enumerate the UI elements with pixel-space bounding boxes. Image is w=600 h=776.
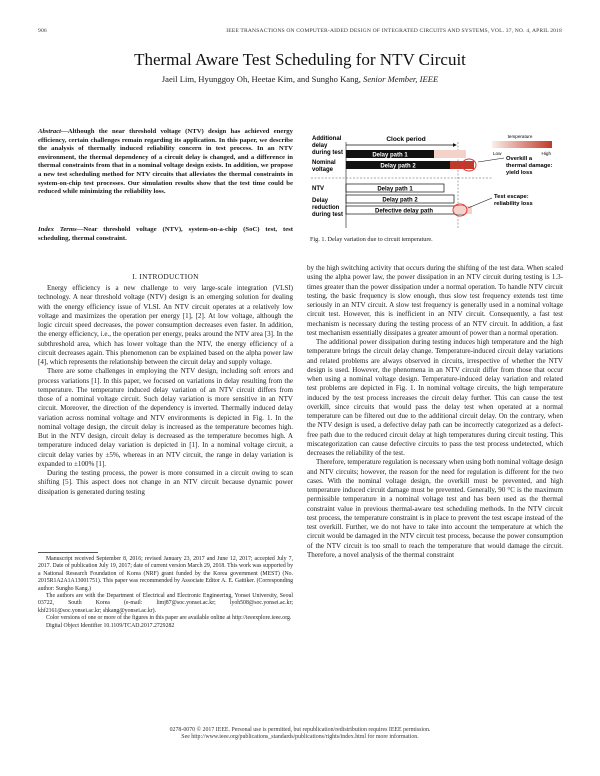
paragraph: During the testing process, the power is more consumed in a circuit owing to scan shifting [5]. This aspect does not change in an NTV circuit because dynamic power dissipation is generated during testing — [38, 469, 293, 496]
index-terms — [38, 226, 293, 243]
label-additional-delay-2: delay — [312, 143, 328, 149]
footnotes — [38, 552, 293, 630]
overkill-label-2: thermal damage: — [506, 163, 553, 169]
figure-caption: Fig. 1. Delay variation due to circuit temperature. — [310, 236, 433, 243]
bar-label: Defective delay path — [374, 208, 434, 215]
copyright-link-line: See http://www.ieee.org/publications_standards/publications/rights/index.html for more information. — [181, 734, 419, 741]
label-delay-reduction-3: during test — [312, 212, 343, 218]
figure-1 — [308, 128, 564, 232]
footnote: Manuscript received September 8, 2016; revised January 23, 2017 and June 12, 2017; accepted July 7, 2017. Date of publication July 19, 2017; date of current version March 29, 2018. This work was supported by a National Research Foundation of Korea (NRF) grant funded by the Korea government (MEST) (No. 2015R1A2A1A13001751). This paper was recommended by Associate Editor A. E. Gattiker. (Corresponding author: Sungho Kang.) — [38, 556, 293, 592]
index-terms-text: —Near threshold voltage (NTV), system-on-a-chip (SoC) test, test scheduling, thermal constraint. — [38, 226, 294, 242]
page-number: 906 — [38, 28, 47, 34]
overkill-pointer — [478, 158, 504, 162]
index-terms-label: Index Terms — [38, 226, 77, 233]
label-delay-reduction-1: Delay — [312, 198, 329, 204]
footnote-rule — [38, 552, 98, 553]
label-additional-delay-1: Additional — [312, 136, 342, 142]
clock-period-label: Clock period — [386, 136, 426, 143]
footnote: Color versions of one or more of the figures in this paper are available online at http://ieeexplore.ieee.org. — [46, 615, 292, 622]
copyright-notice — [0, 727, 600, 742]
label-ntv: NTV — [312, 186, 324, 192]
abstract — [38, 128, 293, 197]
paragraph: Energy efficiency is a new challenge to very large-scale integration (VLSI) technology. A near threshold voltage (NTV) design is an emerging solution for dealing with the energy efficiency issue of VLSI. An NTV circuit operates at a relatively low voltage and maximizes the operation per energy [1], [2]. At low voltage, although the logic circuit speed decreases, the power consumption decreases even faster. In addition, the energy efficiency, i.e., the operation per energy, peaks around the NTV area [3]. In the subthreshold area, which has lower voltage than the NTV, the energy efficiency of a circuit decreases again. This phenomenon can be explained based on the alpha power law [4], which represents the relationship between the circuit delay and supply voltage. — [38, 284, 293, 366]
running-header: IEEE TRANSACTIONS ON COMPUTER-AIDED DESIGN OF INTEGRATED CIRCUITS AND SYSTEMS, VOL. 37, NO. 4, APRIL 2018 — [226, 28, 562, 34]
temperature-label: temperature — [507, 134, 533, 139]
paragraph: Therefore, temperature regulation is necessary when using both nominal voltage design and NTV circuits; however, the reason for the need for regulation is different for the two cases. With the nominal voltage design, the overkill must be prevented, and high temperature induced circuit damage must be prevented. Generally, 90 °C is the maximum permissible temperature in a nominal voltage test and has been used as the thermal constraint value in previous thermal-aware test scheduling methods. In the NTV circuit test process, the temperature constraint is in place to prevent the test escape instead of the test overkill. Further, we do not have to take into account the temperature at which the circuit would be damaged in the NTV circuit test process, because the power consumption of the NTV circuit is too small to reach the temperature that would damage the circuit. Therefore, a novel analysis of the thermal constraint — [307, 458, 563, 559]
paper-title: Thermal Aware Test Scheduling for NTV Circuit — [134, 50, 466, 69]
footnote: The authors are with the Department of Electrical and Electronic Engineering, Yonsei University, Seoul 03722, South Korea (e-mail: limj87@soc.yonsei.ac.kr; lyoh508@soc.yonsei.ac.kr; khf2161@soc.yonsei.ac.kr; shkang@yonsei.ac.kr). — [38, 593, 293, 614]
paragraph: There are some challenges in employing the NTV design, including soft errors and process variations [1]. In this paper, we focused on variations in delay resulting from the temperature. The temperature induced delay variation of an NTV circuit differs from those of a nominal voltage circuit. Such delay variation is more sensitive in an NTV circuit. Moreover, the direction of the dependency is inverted. Thermally induced delay variation across nominal voltage and NTV environments is depicted in Fig. 1. In the nominal voltage design, the circuit delay is increased as the temperature becomes high. But in the NTV design, circuit delay is decreased as the temperature becomes high. A temperature induced delay variation is depicted in [1]. In a nominal voltage circuit, a circuit delay varies by ±5%, whereas in an NTV circuit, the range in delay variation is expanded to ±100% [1]. — [38, 367, 293, 468]
author-list — [0, 74, 600, 84]
overkill-label-3: yield loss — [506, 170, 533, 176]
temperature-gradient — [492, 141, 552, 148]
test-escape-pointer — [468, 198, 492, 208]
bar-label: Delay path 2 — [380, 163, 416, 170]
temp-high-label: High — [541, 151, 551, 156]
paragraph: by the high switching activity that occurs during the shifting of the test data. When scaled using the alpha power law, the power dissipation in an NTV circuit during testing is 1.3-times greater than the power dissipation under a normal operation. To handle NTV circuit testing, the basic frequency is slow enough, thus slow test frequency extends test time seriously in an NTV circuit. A slow test frequency is generally used in a nominal voltage circuit test. However, this is inefficient in an NTV circuit. Consequently, a fast test mechanism is necessary during the testing process of an NTV circuit. In addition, a fast test mechanism essentially dissipates a greater amount of power than a normal operation. — [307, 264, 563, 337]
author-grade: Senior Member, IEEE — [363, 74, 439, 84]
abstract-text: —Although the near threshold voltage (NTV) design has achieved energy efficiency, certain challenges remain regarding its application. In this paper, we describe the analysis of thermally induced reliability concern in test process. In an NTV environment, the thermal dependency of a circuit delay is changed, and a difference in thermal constraints from that in a nominal voltage design exists. In addition, we propose a new test scheduling method for NTV circuits that alleviates the thermal constraints in system-on-chip test processes. Our simulation results show that the test time could be reduced while minimizing the reliability loss. — [38, 128, 293, 196]
bar-label: Delay path 1 — [377, 186, 413, 193]
test-escape-label-2: reliability loss — [494, 201, 533, 207]
section-heading: I. INTRODUCTION — [132, 272, 199, 281]
label-additional-delay-3: during test — [312, 150, 343, 156]
label-nominal-voltage-1: Nominal — [312, 160, 336, 166]
paragraph: The additional power dissipation during testing induces high temperature and the high temperature brings the circuit delay change. Temperature-induced circuit delay variations and related problems are always observed in circuits, irrespective of whether the NTV design is used. However, the phenomena in an NTV circuit differ from those that occur when using a nominal voltage design. Temperature-induced delay variation and related test problems are depicted in Fig. 1. In nominal voltage circuits, the high temperature induced by the test process increases the circuit delay further. This can cause the test overkill, since circuits that would pass the delay test when operated at a normal temperature can be filtered out due to the additional circuit delay. On the contrary, when the NTV design is used, a defective delay path can be incorrectly categorized as a defect-free path due to the reduced circuit delay at high temperatures during circuit testing. This miscategorization can cause defective circuits to pass the test process undetected, which decreases the reliability of the test. — [307, 338, 563, 457]
right-column-body — [307, 264, 563, 738]
left-column-body — [38, 284, 293, 552]
copyright-line: 0278-0070 © 2017 IEEE. Personal use is permitted, but republication/redistribution requires IEEE permission. — [169, 727, 431, 733]
bar-label: Delay path 1 — [372, 152, 408, 159]
bar-label: Delay path 2 — [382, 197, 418, 204]
bar-nominal-path1-extra — [434, 150, 466, 158]
temp-low-label: Low — [493, 151, 502, 156]
abstract-label: Abstract — [38, 128, 62, 135]
footnote: Digital Object Identifier 10.1109/TCAD.2017.2729282 — [46, 622, 175, 629]
label-nominal-voltage-2: voltage — [312, 167, 334, 173]
author-names: Jaeil Lim, Hyunggoy Oh, Heetae Kim, and Sungho Kang, — [161, 74, 361, 84]
test-escape-label-1: Test escape: — [494, 194, 529, 200]
label-delay-reduction-2: reduction — [312, 205, 340, 211]
overkill-label-1: Overkill a — [506, 156, 533, 162]
